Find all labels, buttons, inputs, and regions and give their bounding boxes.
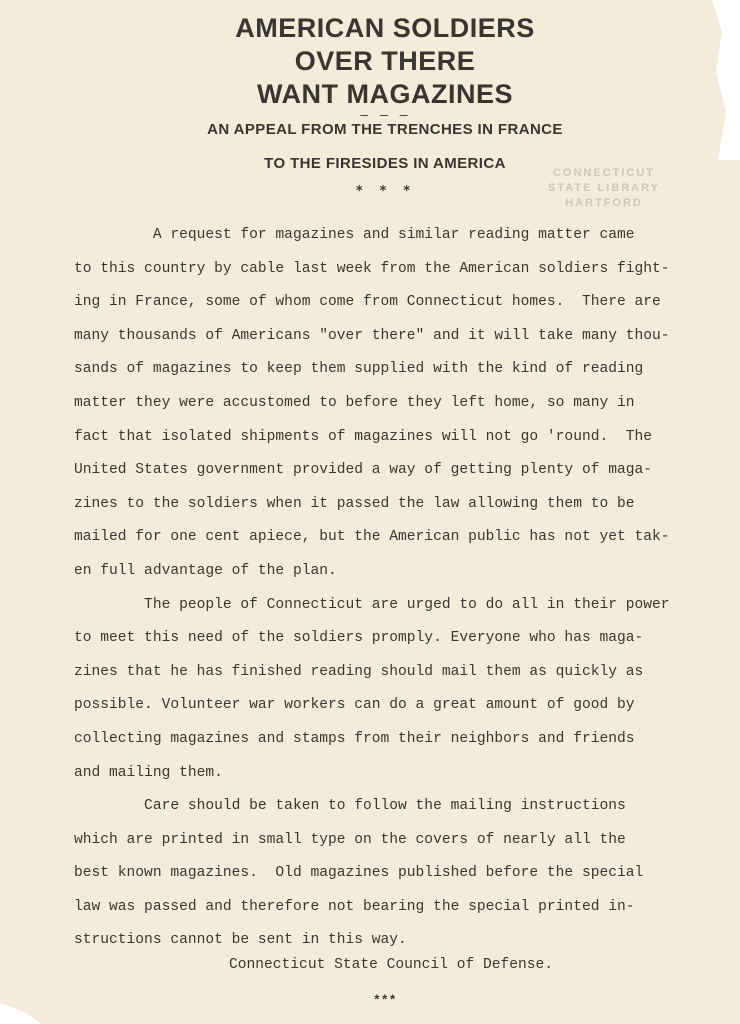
text-line: The people of Connecticut are urged to do all in their power	[74, 596, 670, 613]
headline-line-2: OVER THERE	[294, 46, 476, 76]
text-line: many thousands of Americans "over there" and it will take many thou-	[74, 327, 670, 344]
subheading-line-2: TO THE FIRESIDES IN AMERICA	[264, 155, 506, 172]
text-line: en full advantage of the plan.	[74, 562, 337, 579]
text-line: A request for magazines and similar reading matter came	[74, 227, 635, 243]
headline-line-3: WANT MAGAZINES	[257, 79, 513, 109]
paragraph	[74, 790, 734, 958]
signature: Connecticut State Council of Defense.	[229, 957, 554, 973]
text-line: structions cannot be sent in this way.	[74, 932, 407, 949]
stamp-line: HARTFORD	[565, 197, 643, 209]
text-line: to meet this need of the soldiers promply. Everyone who has maga-	[74, 630, 644, 647]
text-line: fact that isolated shipments of magazines will not go 'round. The	[74, 428, 653, 445]
text-line: Care should be taken to follow the mailing instructions	[74, 798, 626, 815]
text-line: collecting magazines and stamps from their neighbors and friends	[74, 730, 635, 747]
end-mark: ***	[373, 993, 397, 1008]
torn-edge-bottom	[0, 994, 60, 1024]
subheading-line-1: AN APPEAL FROM THE TRENCHES IN FRANCE	[207, 121, 563, 138]
text-line: which are printed in small type on the covers of nearly all the	[74, 831, 626, 848]
text-line: sands of magazines to keep them supplied with the kind of reading	[74, 361, 644, 378]
headline-divider: – – –	[360, 108, 410, 123]
section-separator: * * *	[355, 184, 415, 199]
stamp-line: STATE LIBRARY	[548, 182, 660, 194]
library-stamp	[548, 166, 660, 211]
stamp-line: CONNECTICUT	[552, 167, 656, 179]
paragraph	[74, 219, 734, 589]
text-line: best known magazines. Old magazines published before the special	[74, 865, 644, 882]
text-line: law was passed and therefore not bearing the special printed in-	[74, 898, 635, 915]
text-line: matter they were accustomed to before they left home, so many in	[74, 394, 635, 411]
text-line: United States government provided a way of getting plenty of maga-	[74, 462, 653, 479]
text-line: mailed for one cent apiece, but the American public has not yet tak-	[74, 529, 670, 546]
text-line: possible. Volunteer war workers can do a great amount of good by	[74, 697, 635, 714]
text-line: ing in France, some of whom come from Connecticut homes. There are	[74, 294, 661, 311]
letter-body	[74, 219, 734, 958]
text-line: zines that he has finished reading should mail them as quickly as	[74, 663, 644, 680]
text-line: zines to the soldiers when it passed the law allowing them to be	[74, 495, 635, 512]
paragraph	[74, 589, 734, 791]
text-line: and mailing them.	[74, 764, 223, 781]
headline-line-1: AMERICAN SOLDIERS	[235, 13, 535, 43]
text-line: to this country by cable last week from the American soldiers fight-	[74, 260, 670, 277]
